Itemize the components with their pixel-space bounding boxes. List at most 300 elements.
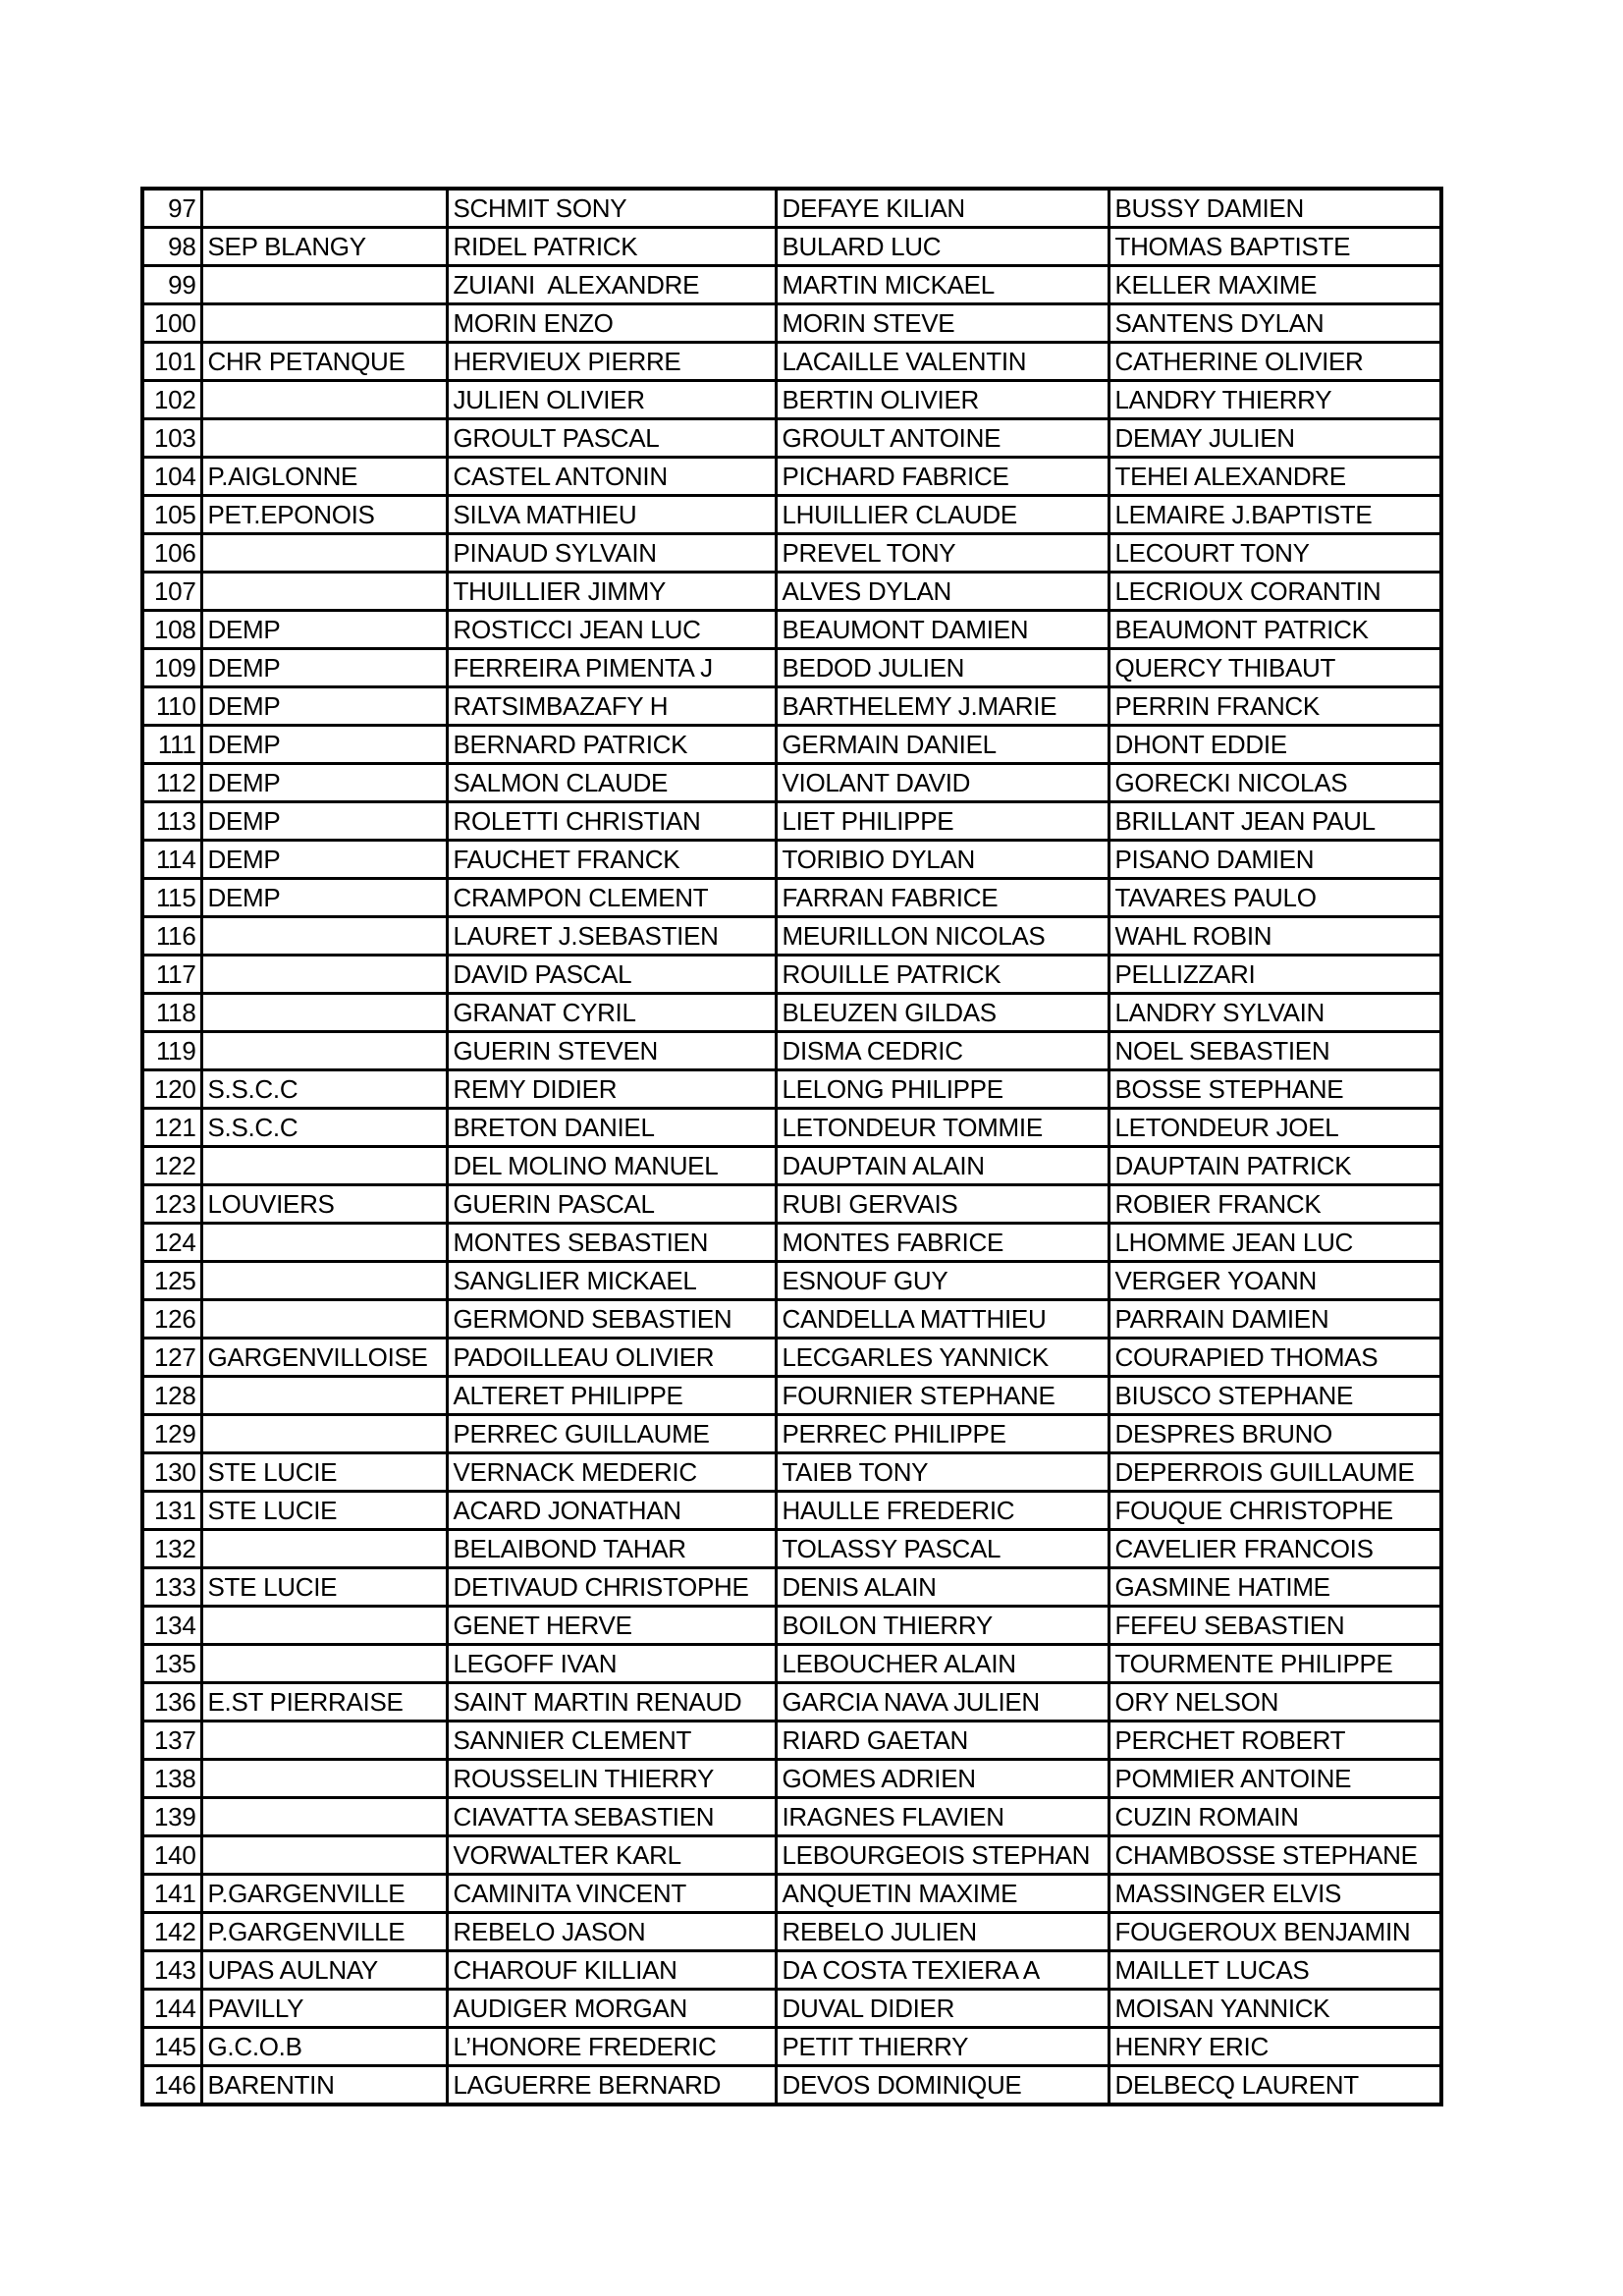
- table-row: [142, 343, 1441, 381]
- club-cell: P.GARGENVILLE: [201, 1913, 447, 1951]
- table-row: [142, 381, 1441, 419]
- player1-cell: MORIN ENZO: [447, 304, 776, 343]
- player3-cell: DESPRES BRUNO: [1109, 1415, 1441, 1453]
- player1-cell: PERREC GUILLAUME: [447, 1415, 776, 1453]
- club-cell: DEMP: [201, 726, 447, 764]
- player1-cell: CRAMPON CLEMENT: [447, 879, 776, 917]
- table-row: [142, 1415, 1441, 1453]
- team-number-cell: 125: [142, 1262, 201, 1300]
- player1-cell: DAVID PASCAL: [447, 956, 776, 994]
- player2-cell: BOILON THIERRY: [776, 1607, 1109, 1645]
- player2-cell: BEDOD JULIEN: [776, 649, 1109, 687]
- player3-cell: TAVARES PAULO: [1109, 879, 1441, 917]
- player3-cell: LECOURT TONY: [1109, 534, 1441, 573]
- player2-cell: ALVES DYLAN: [776, 573, 1109, 611]
- table-row: [142, 1951, 1441, 1990]
- team-number-cell: 105: [142, 496, 201, 534]
- player3-cell: MOISAN YANNICK: [1109, 1990, 1441, 2028]
- team-number-cell: 109: [142, 649, 201, 687]
- table-row: [142, 1453, 1441, 1492]
- club-cell: P.GARGENVILLE: [201, 1875, 447, 1913]
- player1-cell: SANGLIER MICKAEL: [447, 1262, 776, 1300]
- player1-cell: REBELO JASON: [447, 1913, 776, 1951]
- player3-cell: DEPERROIS GUILLAUME: [1109, 1453, 1441, 1492]
- player2-cell: GOMES ADRIEN: [776, 1760, 1109, 1798]
- team-number-cell: 115: [142, 879, 201, 917]
- team-number-cell: 124: [142, 1224, 201, 1262]
- player1-cell: ALTERET PHILIPPE: [447, 1377, 776, 1415]
- table-row: [142, 1109, 1441, 1147]
- player2-cell: LECGARLES YANNICK: [776, 1339, 1109, 1377]
- player3-cell: COURAPIED THOMAS: [1109, 1339, 1441, 1377]
- club-cell: STE LUCIE: [201, 1492, 447, 1530]
- club-cell: CHR PETANQUE: [201, 343, 447, 381]
- team-number-cell: 132: [142, 1530, 201, 1568]
- team-number-cell: 137: [142, 1722, 201, 1760]
- team-number-cell: 141: [142, 1875, 201, 1913]
- player1-cell: ZUIANI ALEXANDRE: [447, 266, 776, 304]
- player1-cell: SILVA MATHIEU: [447, 496, 776, 534]
- team-number-cell: 133: [142, 1568, 201, 1607]
- player1-cell: CHAROUF KILLIAN: [447, 1951, 776, 1990]
- player2-cell: RUBI GERVAIS: [776, 1185, 1109, 1224]
- player2-cell: DENIS ALAIN: [776, 1568, 1109, 1607]
- player2-cell: PICHARD FABRICE: [776, 458, 1109, 496]
- player1-cell: ACARD JONATHAN: [447, 1492, 776, 1530]
- club-cell: [201, 381, 447, 419]
- table-row: [142, 189, 1441, 228]
- club-cell: [201, 1147, 447, 1185]
- player3-cell: ROBIER FRANCK: [1109, 1185, 1441, 1224]
- club-cell: [201, 1798, 447, 1836]
- player2-cell: ESNOUF GUY: [776, 1262, 1109, 1300]
- table-row: [142, 1032, 1441, 1070]
- player1-cell: BRETON DANIEL: [447, 1109, 776, 1147]
- club-cell: UPAS AULNAY: [201, 1951, 447, 1990]
- team-number-cell: 134: [142, 1607, 201, 1645]
- player3-cell: BUSSY DAMIEN: [1109, 189, 1441, 228]
- player3-cell: LETONDEUR JOEL: [1109, 1109, 1441, 1147]
- player3-cell: LHOMME JEAN LUC: [1109, 1224, 1441, 1262]
- table-row: [142, 1760, 1441, 1798]
- table-row: [142, 687, 1441, 726]
- player2-cell: IRAGNES FLAVIEN: [776, 1798, 1109, 1836]
- player1-cell: L’HONORE FREDERIC: [447, 2028, 776, 2066]
- player3-cell: TOURMENTE PHILIPPE: [1109, 1645, 1441, 1683]
- player3-cell: BRILLANT JEAN PAUL: [1109, 802, 1441, 841]
- player3-cell: DHONT EDDIE: [1109, 726, 1441, 764]
- player2-cell: REBELO JULIEN: [776, 1913, 1109, 1951]
- team-number-cell: 144: [142, 1990, 201, 2028]
- team-number-cell: 100: [142, 304, 201, 343]
- club-cell: [201, 956, 447, 994]
- player1-cell: MONTES SEBASTIEN: [447, 1224, 776, 1262]
- player3-cell: LANDRY SYLVAIN: [1109, 994, 1441, 1032]
- player3-cell: VERGER YOANN: [1109, 1262, 1441, 1300]
- team-number-cell: 130: [142, 1453, 201, 1492]
- player3-cell: LEMAIRE J.BAPTISTE: [1109, 496, 1441, 534]
- player1-cell: DEL MOLINO MANUEL: [447, 1147, 776, 1185]
- player1-cell: PINAUD SYLVAIN: [447, 534, 776, 573]
- player1-cell: SANNIER CLEMENT: [447, 1722, 776, 1760]
- player3-cell: NOEL SEBASTIEN: [1109, 1032, 1441, 1070]
- table-row: [142, 726, 1441, 764]
- club-cell: LOUVIERS: [201, 1185, 447, 1224]
- player1-cell: FERREIRA PIMENTA J: [447, 649, 776, 687]
- player2-cell: VIOLANT DAVID: [776, 764, 1109, 802]
- player2-cell: PERREC PHILIPPE: [776, 1415, 1109, 1453]
- player2-cell: HAULLE FREDERIC: [776, 1492, 1109, 1530]
- table-row: [142, 1568, 1441, 1607]
- club-cell: [201, 419, 447, 458]
- club-cell: [201, 1032, 447, 1070]
- player2-cell: ROUILLE PATRICK: [776, 956, 1109, 994]
- player3-cell: CHAMBOSSE STEPHANE: [1109, 1836, 1441, 1875]
- table-row: [142, 266, 1441, 304]
- player3-cell: PISANO DAMIEN: [1109, 841, 1441, 879]
- table-row: [142, 1185, 1441, 1224]
- player3-cell: THOMAS BAPTISTE: [1109, 228, 1441, 266]
- table-row: [142, 573, 1441, 611]
- player2-cell: LELONG PHILIPPE: [776, 1070, 1109, 1109]
- player3-cell: TEHEI ALEXANDRE: [1109, 458, 1441, 496]
- player2-cell: GARCIA NAVA JULIEN: [776, 1683, 1109, 1722]
- player3-cell: GORECKI NICOLAS: [1109, 764, 1441, 802]
- player3-cell: POMMIER ANTOINE: [1109, 1760, 1441, 1798]
- team-number-cell: 123: [142, 1185, 201, 1224]
- player3-cell: PELLIZZARI: [1109, 956, 1441, 994]
- team-number-cell: 116: [142, 917, 201, 956]
- table-row: [142, 228, 1441, 266]
- player3-cell: FOUGEROUX BENJAMIN: [1109, 1913, 1441, 1951]
- player1-cell: GERMOND SEBASTIEN: [447, 1300, 776, 1339]
- club-cell: [201, 1836, 447, 1875]
- player1-cell: ROLETTI CHRISTIAN: [447, 802, 776, 841]
- table-row: [142, 1147, 1441, 1185]
- player2-cell: LETONDEUR TOMMIE: [776, 1109, 1109, 1147]
- club-cell: DEMP: [201, 802, 447, 841]
- player2-cell: GERMAIN DANIEL: [776, 726, 1109, 764]
- club-cell: S.S.C.C: [201, 1070, 447, 1109]
- player2-cell: BLEUZEN GILDAS: [776, 994, 1109, 1032]
- club-cell: [201, 1300, 447, 1339]
- player1-cell: THUILLIER JIMMY: [447, 573, 776, 611]
- team-number-cell: 146: [142, 2066, 201, 2105]
- team-number-cell: 112: [142, 764, 201, 802]
- player1-cell: SCHMIT SONY: [447, 189, 776, 228]
- team-number-cell: 103: [142, 419, 201, 458]
- player1-cell: HERVIEUX PIERRE: [447, 343, 776, 381]
- player2-cell: BULARD LUC: [776, 228, 1109, 266]
- team-number-cell: 120: [142, 1070, 201, 1109]
- table-row: [142, 611, 1441, 649]
- team-number-cell: 117: [142, 956, 201, 994]
- player3-cell: PARRAIN DAMIEN: [1109, 1300, 1441, 1339]
- table-row: [142, 956, 1441, 994]
- table-row: [142, 1339, 1441, 1377]
- player3-cell: CATHERINE OLIVIER: [1109, 343, 1441, 381]
- player2-cell: LACAILLE VALENTIN: [776, 343, 1109, 381]
- player2-cell: DEFAYE KILIAN: [776, 189, 1109, 228]
- team-number-cell: 119: [142, 1032, 201, 1070]
- table-row: [142, 1607, 1441, 1645]
- player2-cell: BARTHELEMY J.MARIE: [776, 687, 1109, 726]
- teams-table: [140, 187, 1443, 2106]
- team-number-cell: 98: [142, 228, 201, 266]
- player3-cell: MAILLET LUCAS: [1109, 1951, 1441, 1990]
- player3-cell: QUERCY THIBAUT: [1109, 649, 1441, 687]
- player2-cell: LEBOURGEOIS STEPHAN: [776, 1836, 1109, 1875]
- player3-cell: KELLER MAXIME: [1109, 266, 1441, 304]
- player3-cell: LANDRY THIERRY: [1109, 381, 1441, 419]
- team-number-cell: 101: [142, 343, 201, 381]
- club-cell: DEMP: [201, 764, 447, 802]
- team-number-cell: 127: [142, 1339, 201, 1377]
- player1-cell: LEGOFF IVAN: [447, 1645, 776, 1683]
- player2-cell: LHUILLIER CLAUDE: [776, 496, 1109, 534]
- player3-cell: BEAUMONT PATRICK: [1109, 611, 1441, 649]
- club-cell: DEMP: [201, 841, 447, 879]
- player3-cell: BIUSCO STEPHANE: [1109, 1377, 1441, 1415]
- player2-cell: DUVAL DIDIER: [776, 1990, 1109, 2028]
- club-cell: SEP BLANGY: [201, 228, 447, 266]
- player2-cell: FOURNIER STEPHANE: [776, 1377, 1109, 1415]
- team-number-cell: 97: [142, 189, 201, 228]
- player3-cell: DAUPTAIN PATRICK: [1109, 1147, 1441, 1185]
- club-cell: [201, 1722, 447, 1760]
- club-cell: [201, 189, 447, 228]
- team-number-cell: 143: [142, 1951, 201, 1990]
- player1-cell: DETIVAUD CHRISTOPHE: [447, 1568, 776, 1607]
- table-row: [142, 802, 1441, 841]
- player2-cell: MONTES FABRICE: [776, 1224, 1109, 1262]
- club-cell: BARENTIN: [201, 2066, 447, 2105]
- club-cell: S.S.C.C: [201, 1109, 447, 1147]
- team-number-cell: 131: [142, 1492, 201, 1530]
- team-number-cell: 113: [142, 802, 201, 841]
- player1-cell: ROSTICCI JEAN LUC: [447, 611, 776, 649]
- table-row: [142, 879, 1441, 917]
- player3-cell: BOSSE STEPHANE: [1109, 1070, 1441, 1109]
- player2-cell: FARRAN FABRICE: [776, 879, 1109, 917]
- team-number-cell: 138: [142, 1760, 201, 1798]
- club-cell: [201, 1415, 447, 1453]
- player1-cell: PADOILLEAU OLIVIER: [447, 1339, 776, 1377]
- player3-cell: WAHL ROBIN: [1109, 917, 1441, 956]
- table-row: [142, 2066, 1441, 2105]
- player2-cell: ANQUETIN MAXIME: [776, 1875, 1109, 1913]
- player2-cell: RIARD GAETAN: [776, 1722, 1109, 1760]
- team-number-cell: 102: [142, 381, 201, 419]
- player1-cell: GUERIN PASCAL: [447, 1185, 776, 1224]
- club-cell: GARGENVILLOISE: [201, 1339, 447, 1377]
- player3-cell: LECRIOUX CORANTIN: [1109, 573, 1441, 611]
- player3-cell: FOUQUE CHRISTOPHE: [1109, 1492, 1441, 1530]
- club-cell: [201, 266, 447, 304]
- team-number-cell: 128: [142, 1377, 201, 1415]
- team-number-cell: 107: [142, 573, 201, 611]
- player2-cell: CANDELLA MATTHIEU: [776, 1300, 1109, 1339]
- team-number-cell: 110: [142, 687, 201, 726]
- team-number-cell: 104: [142, 458, 201, 496]
- table-row: [142, 1224, 1441, 1262]
- table-row: [142, 1530, 1441, 1568]
- player2-cell: DEVOS DOMINIQUE: [776, 2066, 1109, 2105]
- player2-cell: DA COSTA TEXIERA A: [776, 1951, 1109, 1990]
- player1-cell: SAINT MARTIN RENAUD: [447, 1683, 776, 1722]
- player1-cell: SALMON CLAUDE: [447, 764, 776, 802]
- team-number-cell: 139: [142, 1798, 201, 1836]
- player1-cell: JULIEN OLIVIER: [447, 381, 776, 419]
- table-row: [142, 764, 1441, 802]
- table-row: [142, 1492, 1441, 1530]
- player1-cell: GROULT PASCAL: [447, 419, 776, 458]
- club-cell: [201, 1262, 447, 1300]
- player1-cell: CAMINITA VINCENT: [447, 1875, 776, 1913]
- club-cell: [201, 1645, 447, 1683]
- player3-cell: HENRY ERIC: [1109, 2028, 1441, 2066]
- player3-cell: MASSINGER ELVIS: [1109, 1875, 1441, 1913]
- club-cell: DEMP: [201, 649, 447, 687]
- player2-cell: DISMA CEDRIC: [776, 1032, 1109, 1070]
- team-number-cell: 118: [142, 994, 201, 1032]
- table-row: [142, 496, 1441, 534]
- club-cell: E.ST PIERRAISE: [201, 1683, 447, 1722]
- player1-cell: VORWALTER KARL: [447, 1836, 776, 1875]
- player1-cell: RIDEL PATRICK: [447, 228, 776, 266]
- team-number-cell: 129: [142, 1415, 201, 1453]
- player2-cell: LEBOUCHER ALAIN: [776, 1645, 1109, 1683]
- player1-cell: CIAVATTA SEBASTIEN: [447, 1798, 776, 1836]
- player1-cell: GRANAT CYRIL: [447, 994, 776, 1032]
- club-cell: [201, 573, 447, 611]
- table-row: [142, 1913, 1441, 1951]
- player2-cell: LIET PHILIPPE: [776, 802, 1109, 841]
- table-row: [142, 1875, 1441, 1913]
- club-cell: [201, 304, 447, 343]
- club-cell: [201, 917, 447, 956]
- table-row: [142, 1300, 1441, 1339]
- player3-cell: PERCHET ROBERT: [1109, 1722, 1441, 1760]
- club-cell: [201, 1760, 447, 1798]
- club-cell: [201, 1224, 447, 1262]
- table-row: [142, 534, 1441, 573]
- club-cell: PET.EPONOIS: [201, 496, 447, 534]
- player1-cell: ROUSSELIN THIERRY: [447, 1760, 776, 1798]
- player3-cell: CAVELIER FRANCOIS: [1109, 1530, 1441, 1568]
- table-row: [142, 1683, 1441, 1722]
- club-cell: DEMP: [201, 687, 447, 726]
- player1-cell: RATSIMBAZAFY H: [447, 687, 776, 726]
- player1-cell: FAUCHET FRANCK: [447, 841, 776, 879]
- player1-cell: VERNACK MEDERIC: [447, 1453, 776, 1492]
- team-number-cell: 142: [142, 1913, 201, 1951]
- player2-cell: TAIEB TONY: [776, 1453, 1109, 1492]
- club-cell: [201, 534, 447, 573]
- player2-cell: MORIN STEVE: [776, 304, 1109, 343]
- team-number-cell: 126: [142, 1300, 201, 1339]
- player2-cell: GROULT ANTOINE: [776, 419, 1109, 458]
- team-number-cell: 135: [142, 1645, 201, 1683]
- club-cell: G.C.O.B: [201, 2028, 447, 2066]
- table-row: [142, 1377, 1441, 1415]
- player1-cell: LAGUERRE BERNARD: [447, 2066, 776, 2105]
- team-number-cell: 140: [142, 1836, 201, 1875]
- team-number-cell: 108: [142, 611, 201, 649]
- club-cell: STE LUCIE: [201, 1453, 447, 1492]
- player2-cell: PREVEL TONY: [776, 534, 1109, 573]
- player1-cell: AUDIGER MORGAN: [447, 1990, 776, 2028]
- table-row: [142, 994, 1441, 1032]
- club-cell: STE LUCIE: [201, 1568, 447, 1607]
- player3-cell: SANTENS DYLAN: [1109, 304, 1441, 343]
- club-cell: [201, 1607, 447, 1645]
- table-row: [142, 841, 1441, 879]
- team-number-cell: 114: [142, 841, 201, 879]
- player1-cell: GUERIN STEVEN: [447, 1032, 776, 1070]
- table-row: [142, 304, 1441, 343]
- table-row: [142, 419, 1441, 458]
- team-number-cell: 122: [142, 1147, 201, 1185]
- player3-cell: GASMINE HATIME: [1109, 1568, 1441, 1607]
- player3-cell: ORY NELSON: [1109, 1683, 1441, 1722]
- player3-cell: DEMAY JULIEN: [1109, 419, 1441, 458]
- table-row: [142, 1262, 1441, 1300]
- club-cell: [201, 1530, 447, 1568]
- player1-cell: GENET HERVE: [447, 1607, 776, 1645]
- player1-cell: BERNARD PATRICK: [447, 726, 776, 764]
- table-row: [142, 1645, 1441, 1683]
- player3-cell: CUZIN ROMAIN: [1109, 1798, 1441, 1836]
- player3-cell: PERRIN FRANCK: [1109, 687, 1441, 726]
- player1-cell: CASTEL ANTONIN: [447, 458, 776, 496]
- teams-table-body: [142, 189, 1441, 2105]
- club-cell: DEMP: [201, 879, 447, 917]
- table-row: [142, 1722, 1441, 1760]
- team-number-cell: 145: [142, 2028, 201, 2066]
- player3-cell: FEFEU SEBASTIEN: [1109, 1607, 1441, 1645]
- team-number-cell: 136: [142, 1683, 201, 1722]
- player2-cell: TORIBIO DYLAN: [776, 841, 1109, 879]
- table-row: [142, 1798, 1441, 1836]
- club-cell: DEMP: [201, 611, 447, 649]
- player2-cell: TOLASSY PASCAL: [776, 1530, 1109, 1568]
- player3-cell: DELBECQ LAURENT: [1109, 2066, 1441, 2105]
- player2-cell: MEURILLON NICOLAS: [776, 917, 1109, 956]
- table-row: [142, 458, 1441, 496]
- team-number-cell: 121: [142, 1109, 201, 1147]
- club-cell: PAVILLY: [201, 1990, 447, 2028]
- table-row: [142, 1990, 1441, 2028]
- player2-cell: BEAUMONT DAMIEN: [776, 611, 1109, 649]
- table-row: [142, 917, 1441, 956]
- player2-cell: PETIT THIERRY: [776, 2028, 1109, 2066]
- player2-cell: MARTIN MICKAEL: [776, 266, 1109, 304]
- team-number-cell: 111: [142, 726, 201, 764]
- player1-cell: BELAIBOND TAHAR: [447, 1530, 776, 1568]
- player1-cell: REMY DIDIER: [447, 1070, 776, 1109]
- club-cell: [201, 994, 447, 1032]
- club-cell: [201, 1377, 447, 1415]
- player1-cell: LAURET J.SEBASTIEN: [447, 917, 776, 956]
- table-row: [142, 649, 1441, 687]
- team-number-cell: 99: [142, 266, 201, 304]
- player2-cell: DAUPTAIN ALAIN: [776, 1147, 1109, 1185]
- table-row: [142, 1070, 1441, 1109]
- table-row: [142, 1836, 1441, 1875]
- table-row: [142, 2028, 1441, 2066]
- team-number-cell: 106: [142, 534, 201, 573]
